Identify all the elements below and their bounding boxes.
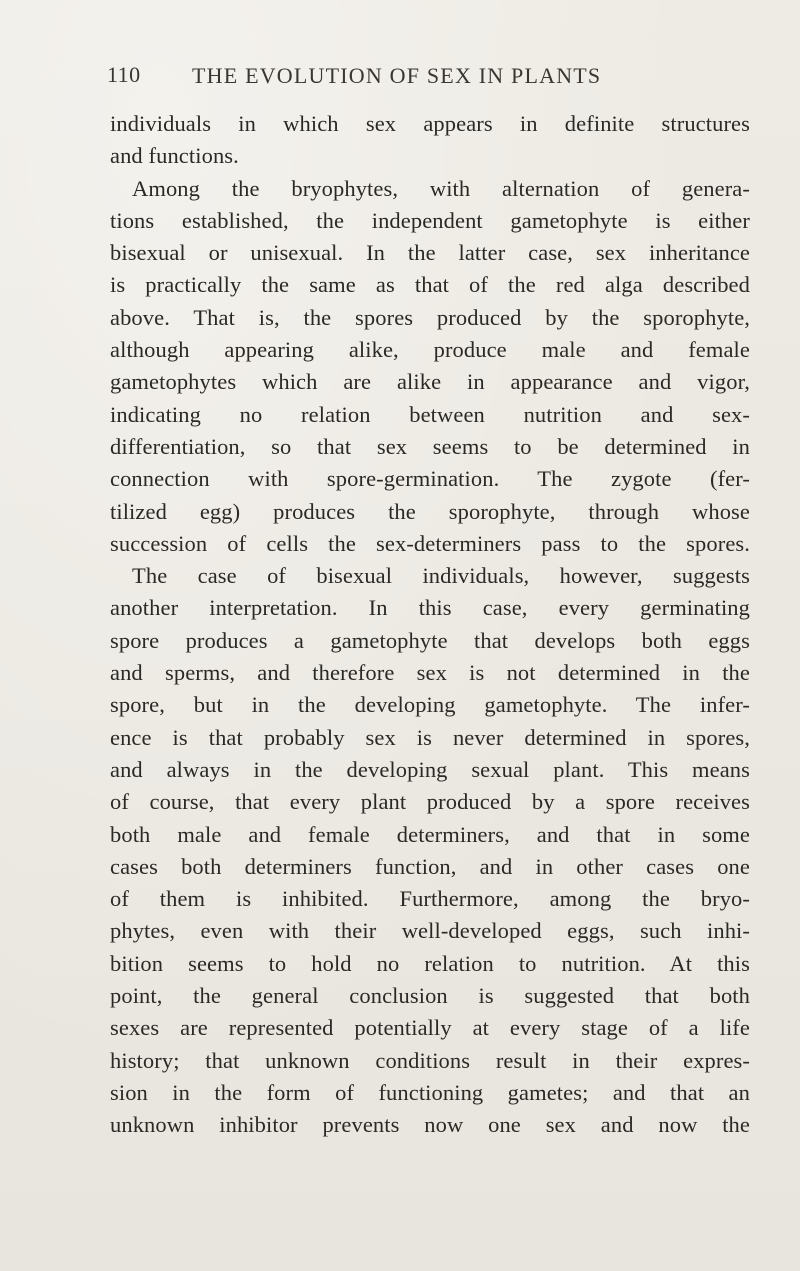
text-line: phytes, even with their well-developed eggs, such inhi- [110, 918, 750, 944]
text-line: The case of bisexual individuals, however, suggests [132, 563, 750, 589]
text-line: ence is that probably sex is never determined in spores, [110, 724, 750, 750]
text-line: and always in the developing sexual plant. This means [110, 756, 750, 782]
text-line: tilized egg) produces the sporophyte, through whose [110, 498, 750, 524]
body-text [110, 108, 750, 1142]
text-line: point, the general conclusion is suggested that both [110, 983, 750, 1009]
text-line: tions established, the independent gametophyte is either [110, 207, 750, 233]
text-line: sion in the form of functioning gametes; and that an [110, 1079, 750, 1105]
text-line: although appearing alike, produce male and female [110, 337, 750, 363]
text-line: spore, but in the developing gametophyte. The infer- [110, 692, 750, 718]
text-line: succession of cells the sex-determiners pass to the spores. [110, 530, 750, 556]
text-line: history; that unknown conditions result in their expres- [110, 1047, 750, 1073]
text-line: differentiation, so that sex seems to be determined in [110, 433, 750, 459]
text-line: and functions. [110, 143, 239, 169]
text-line: connection with spore-germination. The zygote (fer- [110, 466, 750, 492]
text-line: Among the bryophytes, with alternation of genera- [132, 175, 750, 201]
text-line: indicating no relation between nutrition and sex- [110, 401, 750, 427]
text-line: of them is inhibited. Furthermore, among the bryo- [110, 886, 750, 912]
text-line: and sperms, and therefore sex is not determined in the [110, 660, 750, 686]
text-line: another interpretation. In this case, every germinating [110, 595, 750, 621]
text-line: gametophytes which are alike in appearance and vigor, [110, 369, 750, 395]
text-line: cases both determiners function, and in other cases one [110, 853, 750, 879]
text-line: bition seems to hold no relation to nutrition. At this [110, 950, 750, 976]
text-line: spore produces a gametophyte that develops both eggs [110, 627, 750, 653]
running-head [107, 62, 667, 92]
page-number: 110 [107, 62, 141, 87]
running-title: THE EVOLUTION OF SEX IN PLANTS [192, 63, 602, 88]
text-line: individuals in which sex appears in definite structures [110, 111, 750, 136]
text-line: bisexual or unisexual. In the latter case, sex inheritance [110, 240, 750, 266]
text-line: both male and female determiners, and that in some [110, 821, 750, 847]
text-line: is practically the same as that of the red alga described [110, 272, 750, 298]
text-line: above. That is, the spores produced by the sporophyte, [110, 304, 750, 330]
text-line: sexes are represented potentially at every stage of a life [110, 1015, 750, 1041]
text-line: of course, that every plant produced by a spore receives [110, 789, 750, 815]
text-line: unknown inhibitor prevents now one sex and now the [110, 1112, 750, 1138]
